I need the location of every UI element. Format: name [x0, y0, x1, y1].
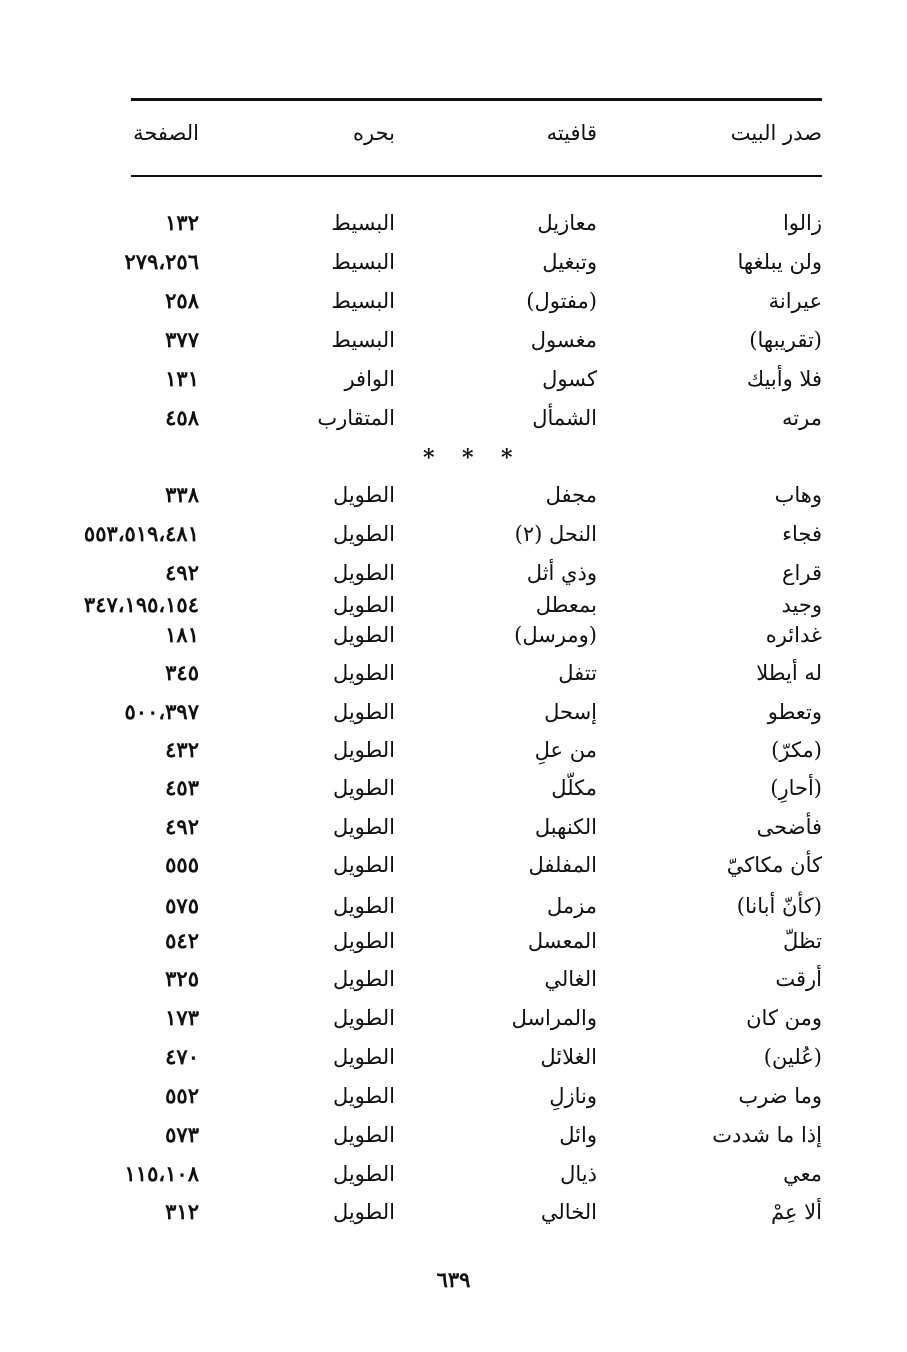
table-row [0, 325, 907, 355]
cell-sadr: أرقت [775, 967, 822, 991]
cell-qafiya: الغالي [544, 967, 597, 991]
cell-bahr: الطويل [332, 1045, 395, 1069]
cell-sadr: وهاب [774, 483, 822, 507]
table-row [0, 519, 907, 549]
cell-sadr: قراع [782, 561, 822, 585]
cell-sadr: زالوا [782, 211, 822, 235]
cell-bahr: الطويل [332, 853, 395, 877]
cell-bahr: الطويل [332, 623, 395, 647]
table-row [0, 697, 907, 727]
table-row [0, 735, 907, 765]
table-row [0, 1042, 907, 1072]
cell-bahr: الطويل [332, 561, 395, 585]
page-number: ٦٣٩ [436, 1267, 471, 1292]
cell-page: ٢٥٨ [165, 288, 199, 313]
cell-bahr: البسيط [331, 328, 395, 352]
table-row [0, 1081, 907, 1111]
table-row [0, 1197, 907, 1227]
cell-qafiya: إسحل [544, 700, 597, 724]
cell-sadr: إذا ما شددت [712, 1123, 822, 1147]
table-row [0, 964, 907, 994]
table-row [0, 1120, 907, 1150]
separator-star: * [423, 445, 435, 471]
header-bahr: بحره [353, 121, 395, 145]
cell-sadr: وجيد [781, 593, 822, 617]
cell-sadr: ولن يبلغها [737, 250, 822, 274]
table-row [0, 926, 907, 956]
cell-bahr: الطويل [332, 1162, 395, 1186]
cell-sadr: ألا عِمْ [771, 1200, 822, 1224]
cell-qafiya: من علِ [534, 738, 597, 762]
cell-bahr: الطويل [332, 522, 395, 546]
cell-page: ٢٧٩،٢٥٦ [124, 249, 199, 274]
cell-bahr: الطويل [332, 1084, 395, 1108]
cell-sadr: فأضحى [756, 815, 822, 839]
cell-page: ٥٥٥ [165, 852, 199, 877]
table-row [0, 480, 907, 510]
cell-bahr: الطويل [332, 967, 395, 991]
cell-page: ١٣٢ [165, 210, 199, 235]
cell-qafiya: وذي أثل [526, 561, 597, 585]
cell-sadr: (مكرّ) [771, 738, 822, 762]
cell-page: ٤٩٢ [165, 814, 199, 839]
section-separator [0, 443, 907, 473]
cell-sadr: كأن مكاكيّ [726, 853, 822, 877]
table-row [0, 620, 907, 650]
cell-page: ١١٥،١٠٨ [124, 1161, 199, 1186]
cell-page: ٥٥٢ [165, 1083, 199, 1108]
cell-qafiya: الشمأل [532, 406, 597, 430]
table-row [0, 1159, 907, 1189]
cell-page: ٣٢٥ [165, 966, 199, 991]
cell-page: ٥٠٠،٣٩٧ [124, 699, 199, 724]
table-row [0, 590, 907, 620]
cell-bahr: الطويل [332, 593, 395, 617]
cell-page: ٤٣٢ [165, 737, 199, 762]
cell-qafiya: مجفل [545, 483, 597, 507]
cell-qafiya: مزمل [547, 894, 597, 918]
cell-page: ٤٥٨ [165, 405, 199, 430]
table-row [0, 812, 907, 842]
cell-bahr: الطويل [332, 929, 395, 953]
cell-sadr: غدائره [765, 623, 822, 647]
cell-qafiya: وائل [559, 1123, 597, 1147]
table-row [0, 1003, 907, 1033]
table-row [0, 558, 907, 588]
cell-qafiya: (ومرسل) [514, 623, 597, 647]
cell-page: ٥٤٢ [165, 928, 199, 953]
cell-bahr: الطويل [332, 1200, 395, 1224]
cell-sadr: معي [783, 1162, 822, 1186]
cell-sadr: (عُلين) [763, 1045, 822, 1069]
cell-bahr: البسيط [331, 211, 395, 235]
cell-bahr: الطويل [332, 1123, 395, 1147]
cell-page: ١٨١ [165, 622, 199, 647]
cell-page: ٣٤٧،١٩٥،١٥٤ [83, 592, 199, 617]
cell-sadr: (كأنّ أبانا) [736, 894, 822, 918]
separator-star: * [462, 445, 474, 471]
cell-bahr: الطويل [332, 894, 395, 918]
table-row [0, 403, 907, 433]
cell-page: ٥٥٣،٥١٩،٤٨١ [83, 521, 199, 546]
cell-bahr: الطويل [332, 700, 395, 724]
cell-page: ٤٥٣ [165, 775, 199, 800]
table-row [0, 773, 907, 803]
cell-bahr: الطويل [332, 1006, 395, 1030]
cell-page: ١٧٣ [165, 1005, 199, 1030]
cell-qafiya: ذيال [560, 1162, 597, 1186]
cell-qafiya: الغلائل [540, 1045, 597, 1069]
table-row [0, 286, 907, 316]
cell-qafiya: وتبغيل [542, 250, 597, 274]
cell-page: ٣٧٧ [165, 327, 199, 352]
header-sadr: صدر البيت [730, 121, 822, 145]
cell-page: ٥٧٣ [165, 1122, 199, 1147]
cell-sadr: (تقريبها) [749, 328, 822, 352]
separator-star: * [501, 445, 513, 471]
cell-sadr: له أيطلا [756, 661, 822, 685]
cell-bahr: الطويل [332, 738, 395, 762]
cell-qafiya: بمعطل [535, 593, 597, 617]
header-page: الصفحة [133, 121, 199, 145]
cell-qafiya: والمراسل [511, 1006, 597, 1030]
cell-bahr: المتقارب [317, 406, 395, 430]
table-row [0, 658, 907, 688]
cell-bahr: الطويل [332, 483, 395, 507]
table-row [0, 208, 907, 238]
cell-sadr: وما ضرب [738, 1084, 822, 1108]
cell-qafiya: مغسول [530, 328, 597, 352]
cell-page: ٣٤٥ [165, 660, 199, 685]
cell-sadr: فجاء [782, 522, 822, 546]
cell-sadr: (أحارِ) [770, 776, 822, 800]
cell-bahr: الطويل [332, 661, 395, 685]
table-row [0, 247, 907, 277]
cell-bahr: البسيط [331, 289, 395, 313]
header-qafiya: قافيته [546, 121, 597, 145]
cell-qafiya: كسول [542, 367, 597, 391]
table-row [0, 364, 907, 394]
cell-sadr: تظلّ [783, 929, 822, 953]
cell-sadr: وتعطو [767, 700, 822, 724]
cell-bahr: البسيط [331, 250, 395, 274]
cell-bahr: الوافر [344, 367, 395, 391]
cell-sadr: مرته [782, 406, 822, 430]
cell-bahr: الطويل [332, 815, 395, 839]
cell-qafiya: معازيل [537, 211, 597, 235]
cell-sadr: عيرانة [768, 289, 822, 313]
cell-page: ٥٧٥ [165, 893, 199, 918]
cell-qafiya: (مفتول) [526, 289, 597, 313]
cell-bahr: الطويل [332, 776, 395, 800]
cell-qafiya: المعسل [527, 929, 597, 953]
cell-sadr: ومن كان [746, 1006, 822, 1030]
table-row [0, 891, 907, 921]
cell-qafiya: تتفل [558, 661, 597, 685]
cell-page: ٣١٢ [165, 1199, 199, 1224]
cell-page: ٤٩٢ [165, 560, 199, 585]
cell-sadr: فلا وأبيك [746, 367, 822, 391]
table-row [0, 850, 907, 880]
cell-qafiya: الكنهبل [534, 815, 597, 839]
cell-qafiya: المفلفل [528, 853, 597, 877]
cell-page: ٣٣٨ [165, 482, 199, 507]
cell-qafiya: مكلّل [551, 776, 597, 800]
cell-qafiya: الخالي [540, 1200, 597, 1224]
cell-qafiya: ونازلِ [549, 1084, 597, 1108]
cell-page: ٤٧٠ [165, 1044, 199, 1069]
cell-qafiya: النحل (٢) [514, 522, 597, 546]
cell-page: ١٣١ [165, 366, 199, 391]
